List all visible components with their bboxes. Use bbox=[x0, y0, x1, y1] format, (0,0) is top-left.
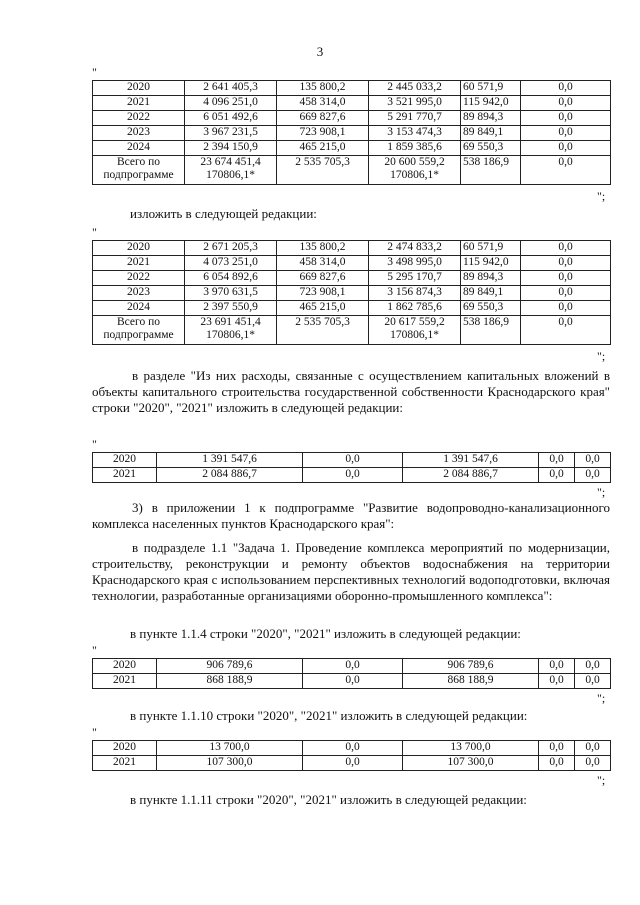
table-row: 2020 2 671 205,3 135 800,2 2 474 833,2 60 571,9 0,0 bbox=[93, 241, 611, 256]
table-budget-old bbox=[92, 80, 611, 185]
table-row: 2023 3 967 231,5 723 908,1 3 153 474,3 89 849,1 0,0 bbox=[93, 126, 611, 141]
table-row: 2023 3 970 631,5 723 908,1 3 156 874,3 89 849,1 0,0 bbox=[93, 286, 611, 301]
paragraph-item-3: 3) в приложении 1 к подпрограмме "Развитие водопроводно-канализационного комплекса населенных пунктов Краснодарского края": bbox=[92, 500, 610, 531]
table-row: 2021 4 096 251,0 458 314,0 3 521 995,0 115 942,0 0,0 bbox=[93, 96, 611, 111]
open-quote: " bbox=[92, 643, 97, 657]
text-izlozhit: изложить в следующей редакции: bbox=[130, 206, 317, 221]
page-number: 3 bbox=[316, 44, 324, 59]
table-row: 2024 2 397 550,9 465 215,0 1 862 785,6 69 550,3 0,0 bbox=[93, 301, 611, 316]
close-quote: "; bbox=[597, 349, 606, 363]
table-p1110 bbox=[92, 740, 611, 771]
paragraph-razdel: в разделе "Из них расходы, связанные с осуществлением капитальных вложений в объекты капитального строительства государственной собственности Краснодарского края" строки "2020", "2021" изложить в следующей редакции: bbox=[92, 368, 610, 415]
open-quote: " bbox=[92, 437, 97, 451]
paragraph-p1111: в пункте 1.1.11 строки "2020", "2021" изложить в следующей редакции: bbox=[130, 792, 527, 807]
table-row: 2022 6 051 492,6 669 827,6 5 291 770,7 89 894,3 0,0 bbox=[93, 111, 611, 126]
table-row: 2020 13 700,0 0,0 13 700,0 0,0 0,0 bbox=[93, 741, 611, 756]
close-quote: "; bbox=[597, 691, 606, 705]
paragraph-p114: в пункте 1.1.4 строки "2020", "2021" изложить в следующей редакции: bbox=[130, 626, 521, 641]
close-quote: "; bbox=[597, 189, 606, 203]
open-quote: " bbox=[92, 725, 97, 739]
table-row: 2020 2 641 405,3 135 800,2 2 445 033,2 60 571,9 0,0 bbox=[93, 81, 611, 96]
table-row: 2021 2 084 886,7 0,0 2 084 886,7 0,0 0,0 bbox=[93, 468, 611, 483]
open-quote: " bbox=[92, 225, 97, 239]
table-row: 2021 868 188,9 0,0 868 188,9 0,0 0,0 bbox=[93, 674, 611, 689]
table-p114 bbox=[92, 658, 611, 689]
table-total-row: Всего по подпрограмме 23 691 451,4 170806,1* 2 535 705,3 20 617 559,2 170806,1* 538 186,9 0,0 bbox=[93, 316, 611, 345]
paragraph-podrazdel: в подразделе 1.1 "Задача 1. Проведение комплекса мероприятий по модернизации, строительству, реконструкции и ремонту объектов водоснабжения на территории Краснодарского края с использованием перспективных технологий водоподготовки, включая технологии, разработанные организациями оборонно-промышленного комплекса": bbox=[92, 540, 610, 603]
table-row: 2021 107 300,0 0,0 107 300,0 0,0 0,0 bbox=[93, 756, 611, 771]
table-row: 2020 906 789,6 0,0 906 789,6 0,0 0,0 bbox=[93, 659, 611, 674]
paragraph-p1110: в пункте 1.1.10 строки "2020", "2021" изложить в следующей редакции: bbox=[130, 708, 528, 723]
close-quote: "; bbox=[597, 485, 606, 499]
open-quote: " bbox=[92, 65, 97, 79]
table-capital-investment bbox=[92, 452, 611, 483]
table-total-row: Всего по подпрограмме 23 674 451,4 170806,1* 2 535 705,3 20 600 559,2 170806,1* 538 186,9 0,0 bbox=[93, 156, 611, 185]
table-budget-new bbox=[92, 240, 611, 345]
table-row: 2022 6 054 892,6 669 827,6 5 295 170,7 89 894,3 0,0 bbox=[93, 271, 611, 286]
table-row: 2021 4 073 251,0 458 314,0 3 498 995,0 115 942,0 0,0 bbox=[93, 256, 611, 271]
close-quote: "; bbox=[597, 773, 606, 787]
table-row: 2024 2 394 150,9 465 215,0 1 859 385,6 69 550,3 0,0 bbox=[93, 141, 611, 156]
table-row: 2020 1 391 547,6 0,0 1 391 547,6 0,0 0,0 bbox=[93, 453, 611, 468]
